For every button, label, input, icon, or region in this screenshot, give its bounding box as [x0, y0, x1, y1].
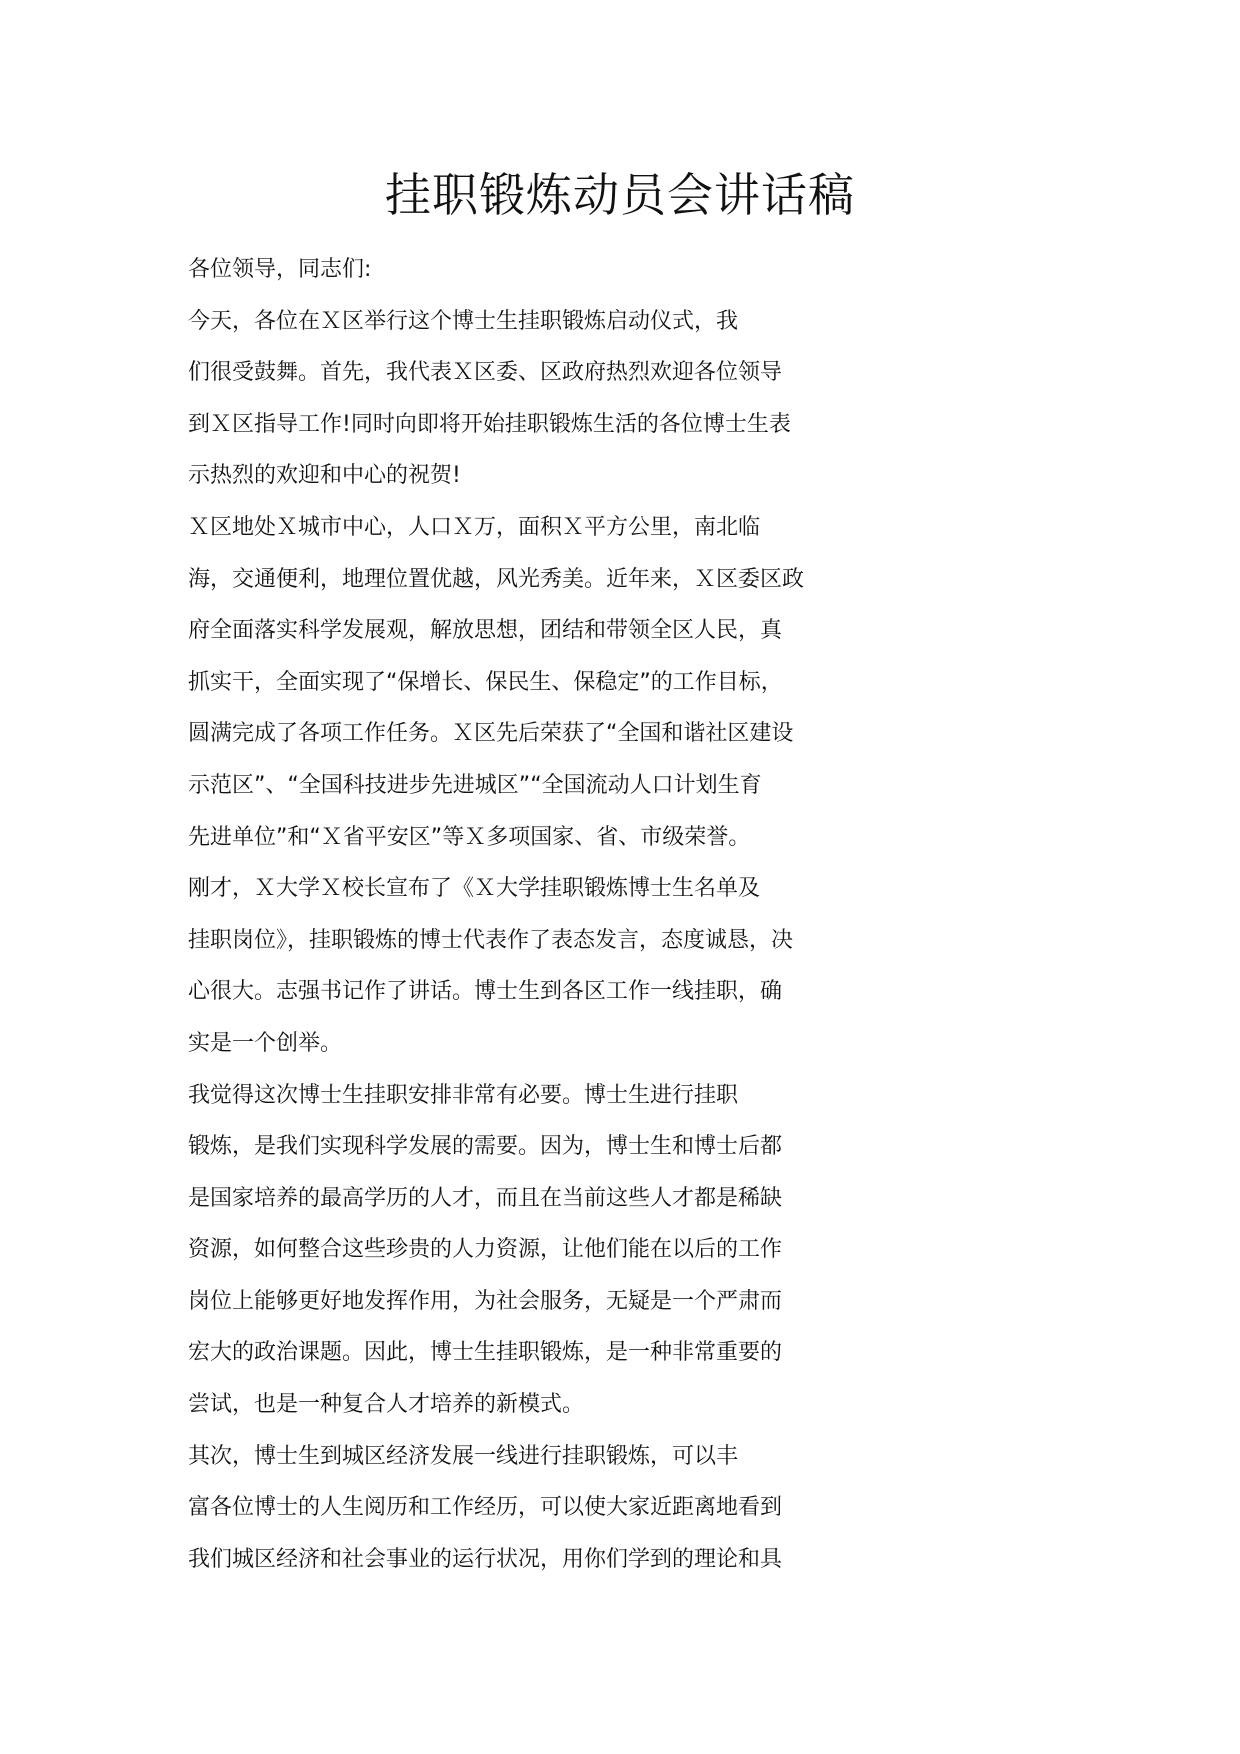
text-line: 是国家培养的最高学历的人才，而且在当前这些人才都是稀缺	[188, 1185, 783, 1211]
text-line: 富各位博士的人生阅历和工作经历，可以使大家近距离地看到	[188, 1495, 783, 1521]
text-line: 挂职岗位》，挂职锻炼的博士代表作了表态发言，态度诚恳，决	[188, 927, 794, 953]
text-line: 先进单位”和“Ｘ省平安区”等Ｘ多项国家、省、市级荣誉。	[188, 824, 751, 850]
document-title: 挂职锻炼动员会讲话稿	[385, 168, 855, 222]
text-line: 尝试，也是一种复合人才培养的新模式。	[188, 1392, 585, 1418]
text-line: 实是一个创举。	[188, 1030, 343, 1056]
text-line: 海，交通便利，地理位置优越，风光秀美。近年来，Ｘ区委区政	[188, 566, 805, 592]
text-line: 宏大的政治课题。因此，博士生挂职锻炼，是一种非常重要的	[188, 1340, 783, 1366]
text-line: 各位领导，同志们:	[188, 257, 372, 282]
text-line: 示范区”、“全国科技进步先进城区”“全国流动人口计划生育	[188, 772, 762, 798]
text-line: 锻炼，是我们实现科学发展的需要。因为，博士生和博士后都	[188, 1134, 783, 1160]
text-line: 们很受鼓舞。首先，我代表Ｘ区委、区政府热烈欢迎各位领导	[188, 360, 783, 386]
text-line: 圆满完成了各项工作任务。Ｘ区先后荣获了“全国和谐社区建设	[188, 721, 794, 747]
text-line: 我觉得这次博士生挂职安排非常有必要。博士生进行挂职	[188, 1082, 739, 1108]
text-line: 资源，如何整合这些珍贵的人力资源，让他们能在以后的工作	[188, 1237, 783, 1263]
document-body	[188, 244, 1068, 1585]
text-line: 其次，博士生到城区经济发展一线进行挂职锻炼，可以丰	[188, 1443, 739, 1469]
text-line: 抓实干，全面实现了“保增长、保民生、保稳定”的工作目标，	[188, 669, 783, 695]
text-line: Ｘ区地处Ｘ城市中心，人口Ｘ万，面积Ｘ平方公里，南北临	[188, 514, 761, 540]
text-line: 岗位上能够更好地发挥作用，为社会服务，无疑是一个严肃而	[188, 1288, 783, 1314]
text-line: 府全面落实科学发展观，解放思想，团结和带领全区人民，真	[188, 618, 783, 644]
text-line: 今天，各位在Ｘ区举行这个博士生挂职锻炼启动仪式，我	[188, 308, 739, 334]
text-line: 刚才，Ｘ大学Ｘ校长宣布了《Ｘ大学挂职锻炼博士生名单及	[188, 876, 761, 902]
text-line: 心很大。志强书记作了讲话。博士生到各区工作一线挂职，确	[188, 979, 783, 1005]
text-line: 示热烈的欢迎和中心的祝贺!	[188, 463, 461, 489]
text-line: 到Ｘ区指导工作!同时向即将开始挂职锻炼生活的各位博士生表	[188, 411, 791, 437]
text-line: 我们城区经济和社会事业的运行状况，用你们学到的理论和具	[188, 1546, 783, 1572]
